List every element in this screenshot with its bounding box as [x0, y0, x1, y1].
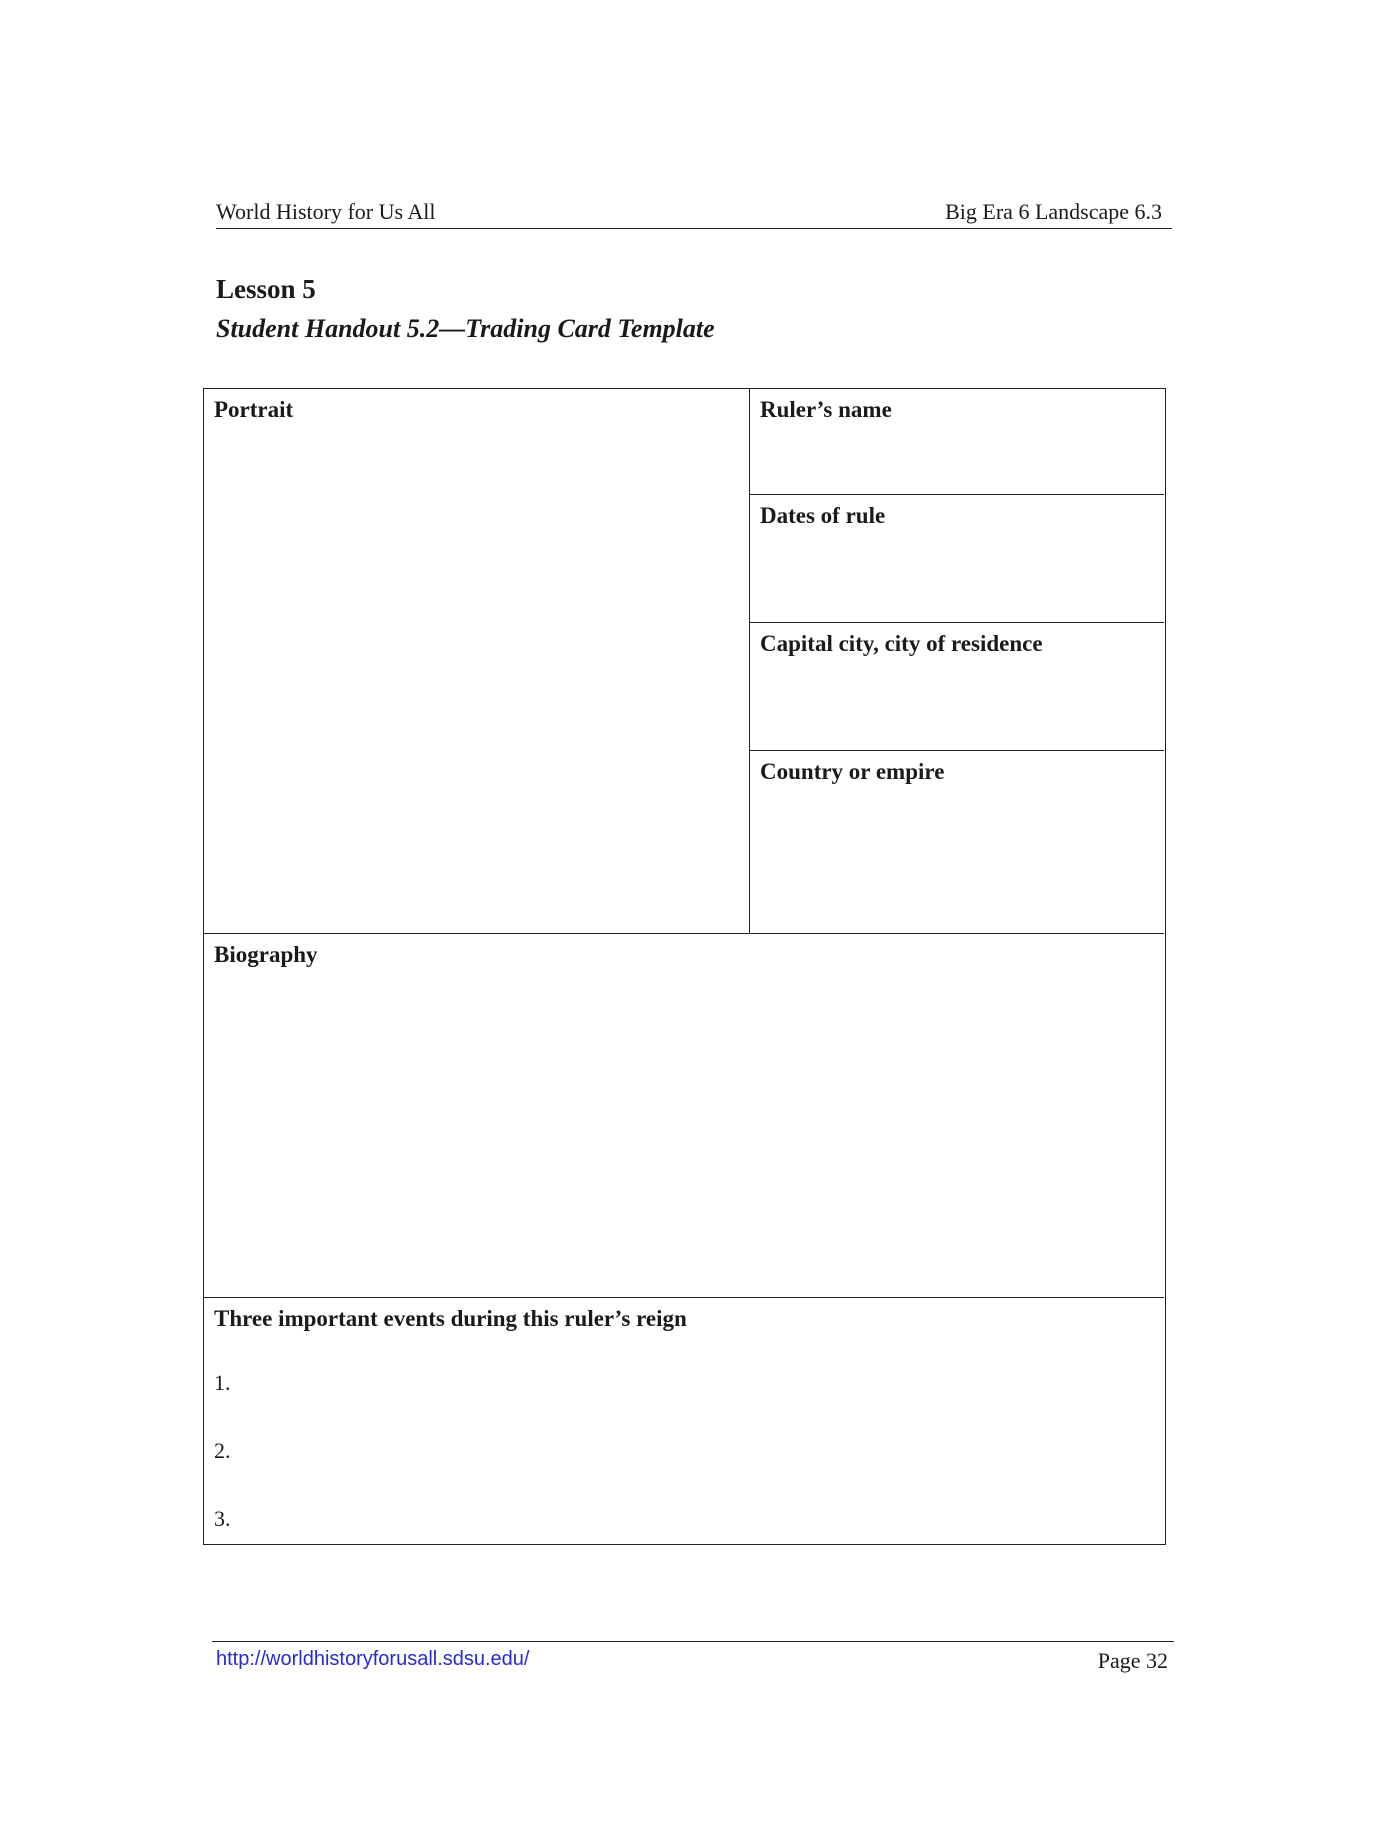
- footer-url-link[interactable]: http://worldhistoryforusall.sdsu.edu/: [216, 1648, 530, 1670]
- capital-city-label: Capital city, city of residence: [760, 631, 1043, 656]
- header-series-title: World History for Us All: [216, 199, 436, 224]
- ruler-name-label: Ruler’s name: [760, 397, 892, 422]
- country-empire-label: Country or empire: [760, 759, 945, 784]
- page-header: [216, 200, 1172, 229]
- portrait-cell[interactable]: [204, 389, 750, 934]
- header-landscape-label: Big Era 6 Landscape 6.3: [945, 199, 1162, 224]
- handout-title: Student Handout 5.2—Trading Card Template: [216, 314, 715, 343]
- ruler-name-cell[interactable]: [750, 389, 1164, 495]
- capital-city-cell[interactable]: [750, 623, 1164, 751]
- biography-cell[interactable]: [204, 934, 1164, 1298]
- lesson-title: Lesson 5: [216, 274, 316, 304]
- country-empire-cell[interactable]: [750, 751, 1164, 934]
- event-item-3: 3.: [214, 1506, 231, 1531]
- dates-of-rule-cell[interactable]: [750, 495, 1164, 623]
- events-heading: Three important events during this ruler’s reign: [214, 1306, 687, 1331]
- dates-of-rule-label: Dates of rule: [760, 503, 886, 528]
- portrait-label: Portrait: [214, 397, 294, 422]
- page-footer: [212, 1641, 1174, 1682]
- event-item-2: 2.: [214, 1438, 231, 1463]
- page-number: Page 32: [1097, 1648, 1168, 1673]
- trading-card-template: [203, 388, 1166, 1545]
- event-item-1: 1.: [214, 1370, 231, 1395]
- biography-label: Biography: [214, 942, 318, 967]
- events-cell[interactable]: [204, 1298, 1164, 1543]
